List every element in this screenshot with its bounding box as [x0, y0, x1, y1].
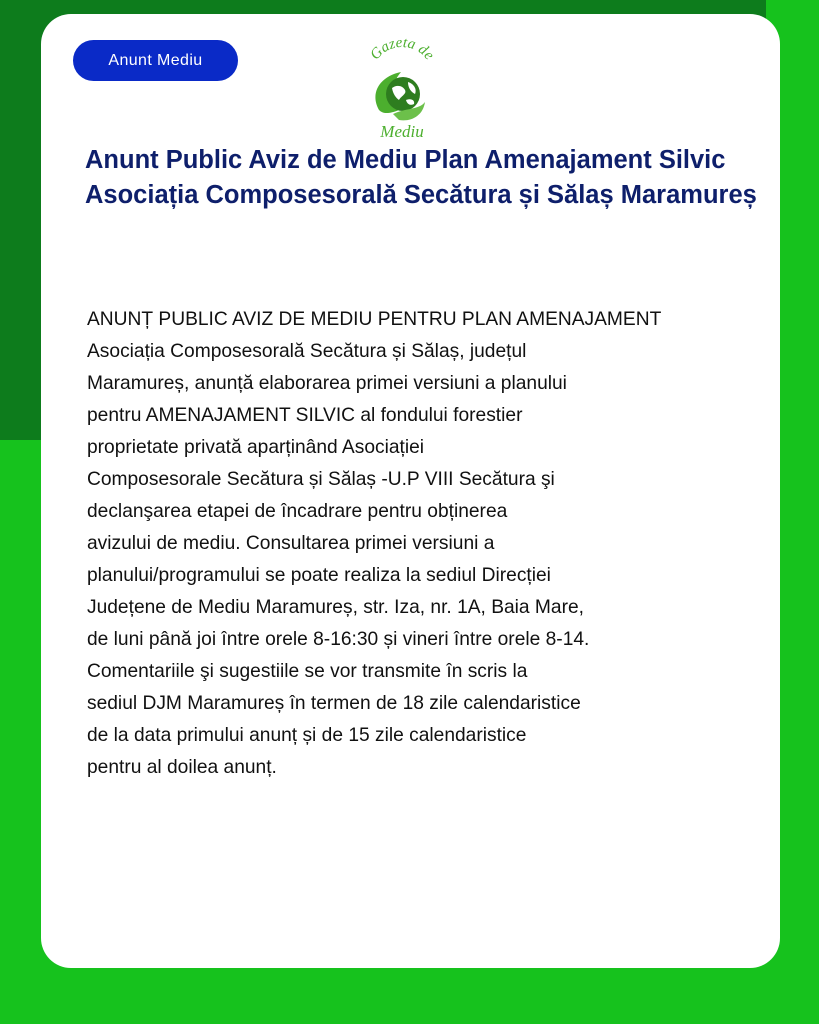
post-card	[41, 14, 780, 968]
post-body: ANUNȚ PUBLIC AVIZ DE MEDIU PENTRU PLAN AMENAJAMENT Asociația Composesorală Secătura și Sălaș, județul Maramureș, anunță elaborarea primei versiuni a planului pentru AMENAJAMENT SILVIC al fondului forestier proprietate privată aparținând Asociației Composesorale Secătura și Sălaș -U.P VIII Secătura şi declanşarea etapei de încadrare pentru obținerea avizului de mediu. Consultarea primei versiuni a planului/programului se poate realiza la sediul Direcției Județene de Mediu Maramureș, str. Iza, nr. 1A, Baia Mare, de luni până joi între orele 8-16:30 și vineri între orele 8-14. Comentariile şi sugestiile se vor transmite în scris la sediul DJM Maramureș în termen de 18 zile calendaristice de la data primului anunț și de 15 zile calendaristice pentru al doilea anunț.	[87, 309, 662, 778]
gazeta-de-mediu-logo	[359, 32, 445, 144]
globe-leaf-logo-icon	[359, 32, 445, 144]
post-title: Anunt Public Aviz de Mediu Plan Amenajament Silvic Asociația Composesorală Secătura și Sălaș Maramureș	[85, 146, 757, 209]
svg-text:Gazeta de	[367, 35, 437, 64]
logo-top-text: Gazeta de	[367, 34, 437, 64]
category-badge[interactable]: Anunt Mediu	[73, 40, 238, 81]
logo-bottom-text: Mediu	[380, 122, 424, 141]
